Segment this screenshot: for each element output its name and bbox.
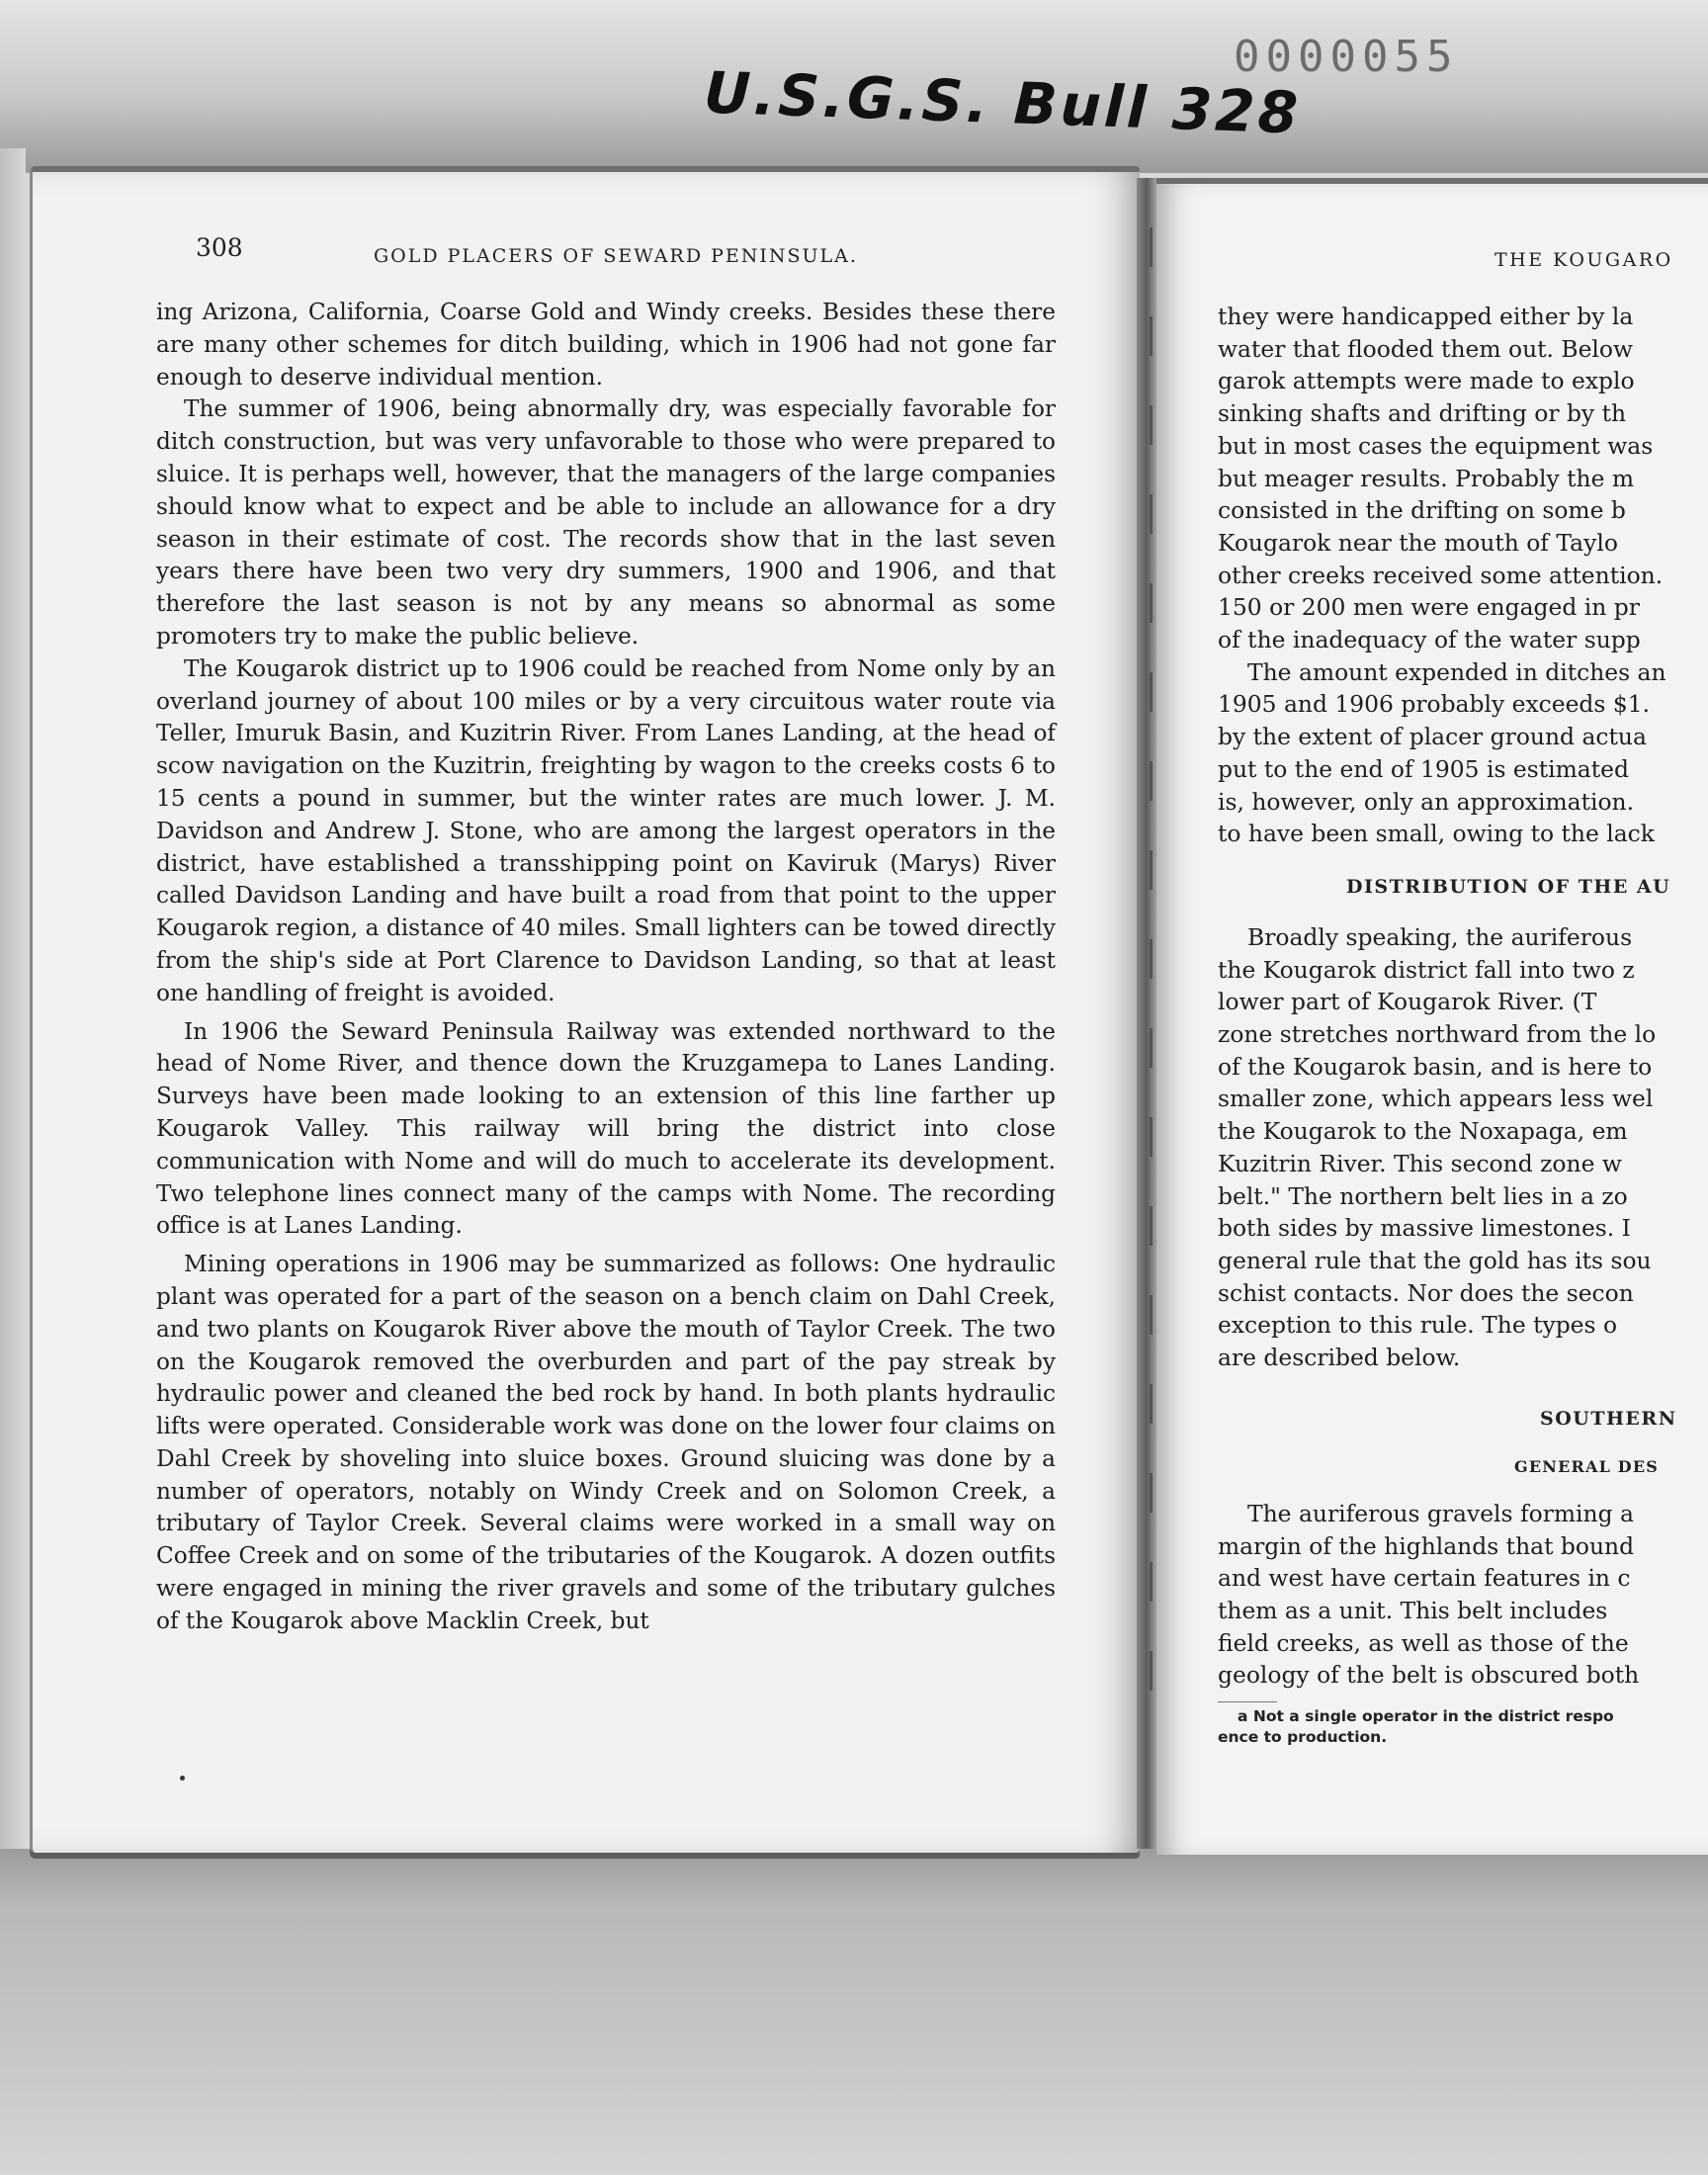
right-line: geology of the belt is obscured both bbox=[1218, 1661, 1640, 1690]
subheading-general: GENERAL DES bbox=[1514, 1456, 1660, 1476]
handwritten-note: U.S.G.S. Bull 328 bbox=[702, 58, 1303, 147]
right-line: them as a unit. This belt includes bbox=[1218, 1596, 1608, 1624]
right-line: belt." The northern belt lies in a zo bbox=[1218, 1181, 1628, 1210]
footnote-line: a Not a single operator in the district respo bbox=[1238, 1707, 1614, 1726]
right-line: but in most cases the equipment was bbox=[1218, 431, 1654, 460]
right-line: general rule that the gold has its sou bbox=[1218, 1246, 1652, 1274]
right-line: garok attempts were made to explo bbox=[1218, 367, 1635, 395]
right-line: 1905 and 1906 probably exceeds $1. bbox=[1218, 690, 1651, 719]
right-line: exception to this rule. The types o bbox=[1218, 1311, 1618, 1340]
page-mark-dot bbox=[180, 1776, 185, 1781]
paragraph-5: Mining operations in 1906 may be summarized as follows: One hydraulic plant was operated for a part of the season on a bench claim on Dahl Creek, and two plants on Kougarok River above the mouth of Taylor Creek. The two on the Kougarok removed the overburden and part of the pay streak by hydraulic power and cleaned the bed rock by hand. In both plants hydraulic lifts were operated. Considerable work was done on the lower four claims on Dahl Creek by shoveling into sluice boxes. Ground sluicing was done by a number of operators, notably on Windy Creek and on Solomon Creek, a tributary of Taylor Creek. Several claims were worked in a small way on Coffee Creek and on some of the tributaries of the Kougarok. A dozen outfits were engaged in mining the river gravels and some of the tributary gulches of the Kougarok above Macklin Creek, but bbox=[156, 1251, 1056, 1634]
right-line: the Kougarok district fall into two z bbox=[1218, 955, 1635, 984]
right-line: by the extent of placer ground actua bbox=[1218, 723, 1647, 751]
footnote-line: ence to production. bbox=[1218, 1728, 1388, 1747]
right-line: field creeks, as well as those of the bbox=[1218, 1628, 1629, 1657]
right-line: but meager results. Probably the m bbox=[1218, 464, 1635, 492]
right-line: water that flooded them out. Below bbox=[1218, 334, 1634, 363]
paragraph-2: The summer of 1906, being abnormally dry, was especially favorable for ditch construction, but was very unfavorable to those who were prepared to sluice. It is perhaps well, however, that the managers of the large companies should know what to expect and be able to include an allowance for a dry season in their estimate of cost. The records show that in the last seven years there have been two very dry summers, 1900 and 1906, and that therefore the last season is not by any means so abnormal as some promoters try to make the public believe. bbox=[156, 395, 1056, 650]
margin-marks bbox=[1150, 227, 1153, 1710]
right-line: of the inadequacy of the water supp bbox=[1218, 626, 1641, 654]
right-line: of the Kougarok basin, and is here to bbox=[1218, 1052, 1653, 1081]
paragraph-4: In 1906 the Seward Peninsula Railway was extended northward to the head of Nome River, and thence down the Kruzgamepa to Lanes Landing. Surveys have been made looking to an extension of this line farther up Kougarok Valley. This railway will bring the district into close communication with Nome and will do much to accelerate its development. Two telephone lines connect many of the camps with Nome. The recording office is at Lanes Landing. bbox=[156, 1017, 1056, 1240]
right-line: Kuzitrin River. This second zone w bbox=[1218, 1149, 1622, 1177]
right-line: margin of the highlands that bound bbox=[1218, 1531, 1635, 1560]
right-line: both sides by massive limestones. I bbox=[1218, 1214, 1631, 1243]
running-head-right: THE KOUGARO bbox=[1494, 249, 1673, 271]
paragraph-1: ing Arizona, California, Coarse Gold and Windy creeks. Besides these there are many other schemes for ditch building, which in 1906 had not gone far enough to deserve individual mention. bbox=[156, 299, 1056, 391]
scan-bottom-border bbox=[0, 1849, 1708, 2175]
right-line: The auriferous gravels forming a bbox=[1247, 1499, 1634, 1527]
right-line: and west have certain features in c bbox=[1218, 1564, 1631, 1593]
right-line: sinking shafts and drifting or by th bbox=[1218, 399, 1627, 428]
right-line: other creeks received some attention. bbox=[1218, 561, 1664, 589]
section-heading-southern: SOUTHERN bbox=[1540, 1407, 1677, 1430]
right-line: Kougarok near the mouth of Taylo bbox=[1218, 528, 1618, 557]
footnote-rule bbox=[1218, 1701, 1277, 1702]
right-line: smaller zone, which appears less wel bbox=[1218, 1085, 1654, 1113]
right-line: 150 or 200 men were engaged in pr bbox=[1218, 593, 1640, 622]
right-line: the Kougarok to the Noxapaga, em bbox=[1218, 1117, 1628, 1146]
right-line: schist contacts. Nor does the secon bbox=[1218, 1278, 1634, 1307]
right-line: are described below. bbox=[1218, 1344, 1461, 1372]
right-line: put to the end of 1905 is estimated bbox=[1218, 754, 1629, 783]
right-line: lower part of Kougarok River. (T bbox=[1218, 988, 1597, 1016]
right-line: consisted in the drifting on some b bbox=[1218, 496, 1626, 525]
book-gutter bbox=[1137, 178, 1156, 1849]
running-head-left: GOLD PLACERS OF SEWARD PENINSULA. bbox=[374, 245, 858, 267]
document-code: 0000055 bbox=[1234, 32, 1459, 82]
page-number: 308 bbox=[196, 233, 243, 262]
paragraph-3: The Kougarok district up to 1906 could be reached from Nome only by an overland journey of about 100 miles or by a very circuitous water route via Teller, Imuruk Basin, and Kuzitrin River. From Lanes Landing, at the head of scow navigation on the Kuzitrin, freighting by wagon to the creeks costs 6 to 15 cents a pound in summer, but the winter rates are much lower. J. M. Davidson and Andrew J. Stone, who are among the largest operators in the district, have established a transshipping point on Kaviruk (Marys) River called Davidson Landing and have built a road from that point to the upper Kougarok region, a distance of 40 miles. Small lighters can be towed directly from the ship's side at Port Clarence to Davidson Landing, so that at least one handling of freight is avoided. bbox=[156, 654, 1056, 1006]
right-page-body bbox=[1218, 301, 1708, 1748]
right-line: zone stretches northward from the lo bbox=[1218, 1020, 1657, 1049]
right-line: is, however, only an approximation. bbox=[1218, 787, 1635, 816]
left-page-body bbox=[156, 297, 1056, 1638]
section-heading-distribution: DISTRIBUTION OF THE AU bbox=[1346, 875, 1671, 898]
scan-left-border bbox=[0, 148, 26, 1869]
right-line: Broadly speaking, the auriferous bbox=[1247, 922, 1633, 951]
right-line: they were handicapped either by la bbox=[1218, 303, 1634, 330]
right-line: to have been small, owing to the lack bbox=[1218, 820, 1655, 848]
right-line: The amount expended in ditches an bbox=[1247, 657, 1666, 686]
